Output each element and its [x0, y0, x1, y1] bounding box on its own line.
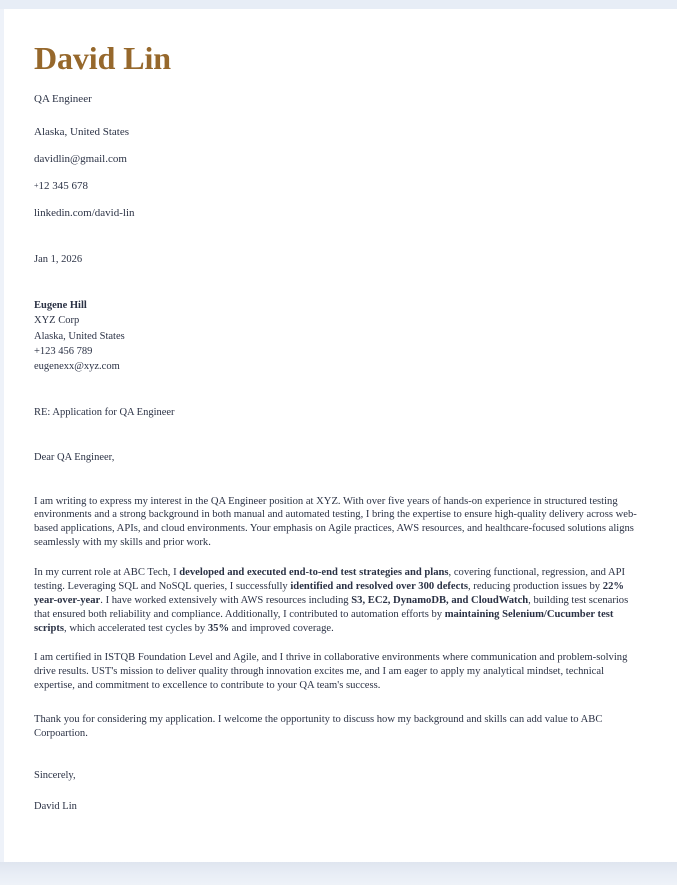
body-paragraph-3: I am certified in ISTQB Foundation Level and Agile, and I thrive in collaborative environments where communication and problem-solving drive results. UST's mission to deliver quality through innovation excites me, and I am eager to apply my analytical mindset, technical expertise, and commitment to excellence to contribute to your QA team's success. — [34, 652, 628, 692]
letter-salutation: Dear QA Engineer, — [34, 451, 115, 463]
app-top-band — [0, 0, 677, 9]
p2-highlight-2: identified and resolved over 300 defects — [290, 580, 468, 592]
letter-subject: RE: Application for QA Engineer — [34, 407, 175, 419]
p2-text-1: In my current role at ABC Tech, I — [34, 567, 180, 578]
recipient-email[interactable]: eugenexx@xyz.com — [34, 361, 120, 372]
p2-text-2: , covering functional, regression, and API testing. Leveraging SQL and NoSQL queries, I successfully — [34, 567, 626, 592]
sender-location: Alaska, United States — [34, 125, 130, 138]
p2-text-6: , which accelerated test cycles by — [64, 622, 208, 634]
recipient-name: Eugene Hill — [34, 300, 87, 312]
letter-signature: David Lin — [34, 801, 77, 813]
p2-highlight-6: 35% — [207, 622, 230, 634]
page-bottom-shadow — [0, 862, 677, 885]
p2-text-5: , building test scenarios that ensured both reliability and compliance. Additionally, I contributed to automation efforts by — [34, 594, 629, 620]
body-paragraph-4: Thank you for considering my application. I welcome the opportunity to discuss how my background and skills can add value to ABC Corpoartion. — [34, 714, 603, 739]
letter-date: Jan 1, 2026 — [34, 253, 83, 265]
sender-phone-number: 12 345 678 — [38, 180, 89, 193]
recipient-block — [34, 298, 643, 374]
letter-body — [34, 495, 643, 741]
sender-headline: QA Engineer — [34, 92, 92, 105]
recipient-phone-number: 123 456 789 — [39, 345, 93, 357]
phone-plus-sign: + — [34, 181, 39, 191]
p2-text-7: and improved coverage. — [229, 622, 334, 634]
sender-phone — [34, 180, 643, 193]
p2-highlight-4: S3, EC2, DynamoDB, and CloudWatch — [351, 594, 529, 606]
letter-signoff: Sincerely, — [34, 769, 76, 781]
p2-highlight-1: developed and executed end-to-end test strategies and plans — [179, 567, 449, 578]
body-paragraph-1: I am writing to express my interest in the QA Engineer position at XYZ. With over five years of hands-on experience in structured testing environments and a strong background in both manual and automated testing, I bring the expertise to ensure high-quality delivery across web-based applications, APIs, and cloud environments. Your emphasis on Agile practices, AWS resources, and healthcare-focused solutions aligns seamlessly with my skills and prior work. — [34, 495, 637, 549]
recipient-location: Alaska, United States — [34, 330, 125, 342]
sender-linkedin[interactable]: linkedin.com/david-lin — [34, 207, 135, 220]
recipient-phone-plus-sign: + — [34, 345, 40, 357]
p2-text-4: . I have worked extensively with AWS resources including — [100, 594, 352, 606]
p2-highlight-5: maintaining Selenium/Cucumber test scripts — [34, 608, 614, 634]
sender-name: David Lin — [34, 40, 171, 76]
body-paragraph-2 — [34, 566, 643, 635]
p2-highlight-3: 22% year-over-year — [34, 580, 624, 606]
recipient-phone — [34, 344, 643, 359]
cover-letter-page — [4, 9, 677, 862]
sender-email[interactable]: davidlin@gmail.com — [34, 152, 127, 165]
p2-text-3: , reducing production issues by — [468, 580, 603, 592]
recipient-company: XYZ Corp — [34, 315, 80, 327]
